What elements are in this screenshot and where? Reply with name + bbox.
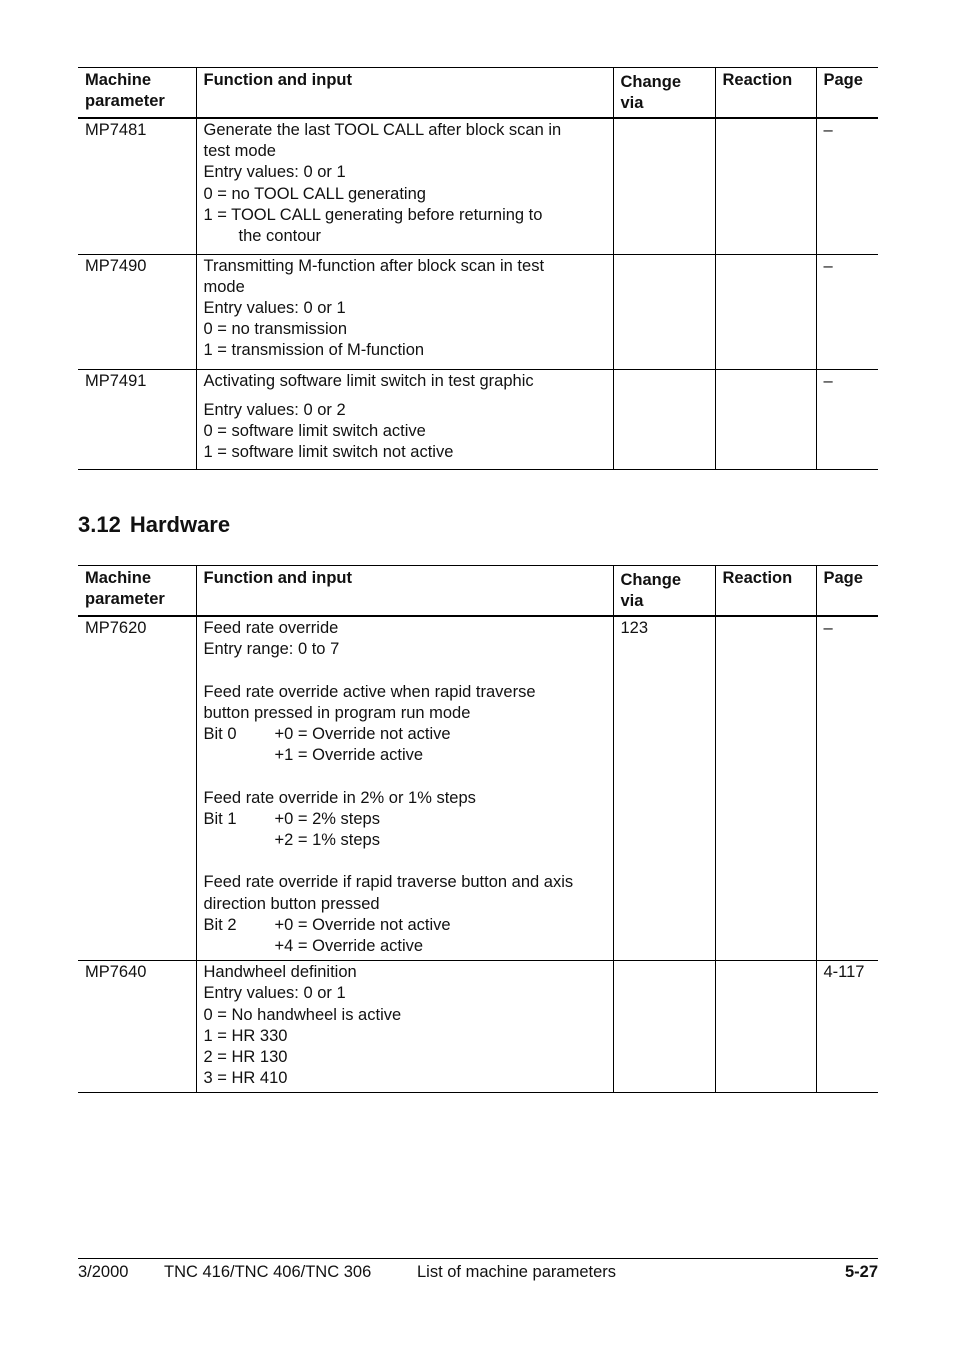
reaction-cell (715, 961, 816, 1093)
header-reaction: Reaction (715, 566, 816, 617)
bit-line: +4 = Override active (274, 937, 424, 955)
parameter-table-1 (78, 67, 878, 470)
bit-line: +1 = Override active (274, 746, 424, 765)
machine-parameter-cell: MP7491 (78, 369, 196, 469)
bit-line: Bit 0 +0 = Override not active (203, 725, 451, 743)
table-header-row (78, 68, 878, 119)
page-cell: – (816, 616, 878, 961)
header-change-via: Change via (613, 566, 715, 617)
function-cell: Generate the last TOOL CALL after block scan in test mode Entry values: 0 or 1 0 = no TOOL CALL generating 1 = TOOL CALL generating before returning to the contour (196, 118, 613, 254)
section-title: Hardware (129, 512, 231, 537)
page-cell: – (816, 254, 878, 369)
change-via-cell (613, 369, 715, 469)
header-page: Page (816, 566, 878, 617)
parameter-table-2 (78, 565, 878, 1093)
table-row (78, 369, 878, 469)
table-row (78, 254, 878, 369)
header-page: Page (816, 68, 878, 119)
reaction-cell (715, 616, 816, 961)
header-reaction: Reaction (715, 68, 816, 119)
header-function-and-input: Function and input (196, 68, 613, 119)
page-cell: – (816, 118, 878, 254)
header-machine-parameter: Machine parameter (78, 566, 196, 617)
reaction-cell (715, 118, 816, 254)
function-cell: Transmitting M-function after block scan in test mode Entry values: 0 or 1 0 = no transmission 1 = transmission of M-function (196, 254, 613, 369)
machine-parameter-cell: MP7640 (78, 961, 196, 1093)
function-cell: Activating software limit switch in test graphic Entry values: 0 or 2 0 = software limit switch active 1 = software limit switch not active (196, 369, 613, 469)
footer-date: 3/2000 (78, 1263, 129, 1281)
table-row (78, 961, 878, 1093)
table-row (78, 118, 878, 254)
change-via-cell (613, 118, 715, 254)
machine-parameter-cell: MP7490 (78, 254, 196, 369)
page-cell: 4-117 (816, 961, 878, 1093)
section-number: 3.12 (78, 512, 121, 537)
footer-product: TNC 416/TNC 406/TNC 306 (164, 1263, 372, 1281)
table-row (78, 616, 878, 961)
header-machine-parameter: Machine parameter (78, 68, 196, 119)
machine-parameter-cell: MP7620 (78, 616, 196, 961)
bit-line: Bit 2 +0 = Override not active (203, 915, 451, 934)
machine-parameter-cell: MP7481 (78, 118, 196, 254)
reaction-cell (715, 369, 816, 469)
header-function-and-input: Function and input (196, 566, 613, 617)
reaction-cell (715, 254, 816, 369)
header-change-via: Change via (613, 68, 715, 119)
bit-line: Bit 1 +0 = 2% steps (203, 809, 380, 828)
function-cell: Handwheel definition Entry values: 0 or 1 0 = No handwheel is active 1 = HR 330 2 = HR 130 3 = HR 410 (196, 961, 613, 1093)
footer-chapter: List of machine parameters (417, 1263, 617, 1281)
bit-line: +2 = 1% steps (274, 831, 380, 849)
page-cell: – (816, 369, 878, 469)
function-cell: Feed rate override Entry range: 0 to 7 Feed rate override active when rapid traverse button pressed in program run mode Bit 0 +0 = Override not active +1 = Override active Feed rate override in 2% or 1% steps Bit 1 +0 = 2% steps +2 = 1% steps Feed rate override if rapid traverse button and axis direction button pressed Bit 2 +0 = Override not active +4 = Override active (196, 616, 613, 961)
table-header-row (78, 566, 878, 617)
section-heading (78, 512, 230, 538)
change-via-cell: 123 (613, 616, 715, 961)
change-via-cell (613, 254, 715, 369)
footer-page-number: 5-27 (844, 1263, 878, 1281)
change-via-cell (613, 961, 715, 1093)
footer-divider (78, 1258, 878, 1259)
